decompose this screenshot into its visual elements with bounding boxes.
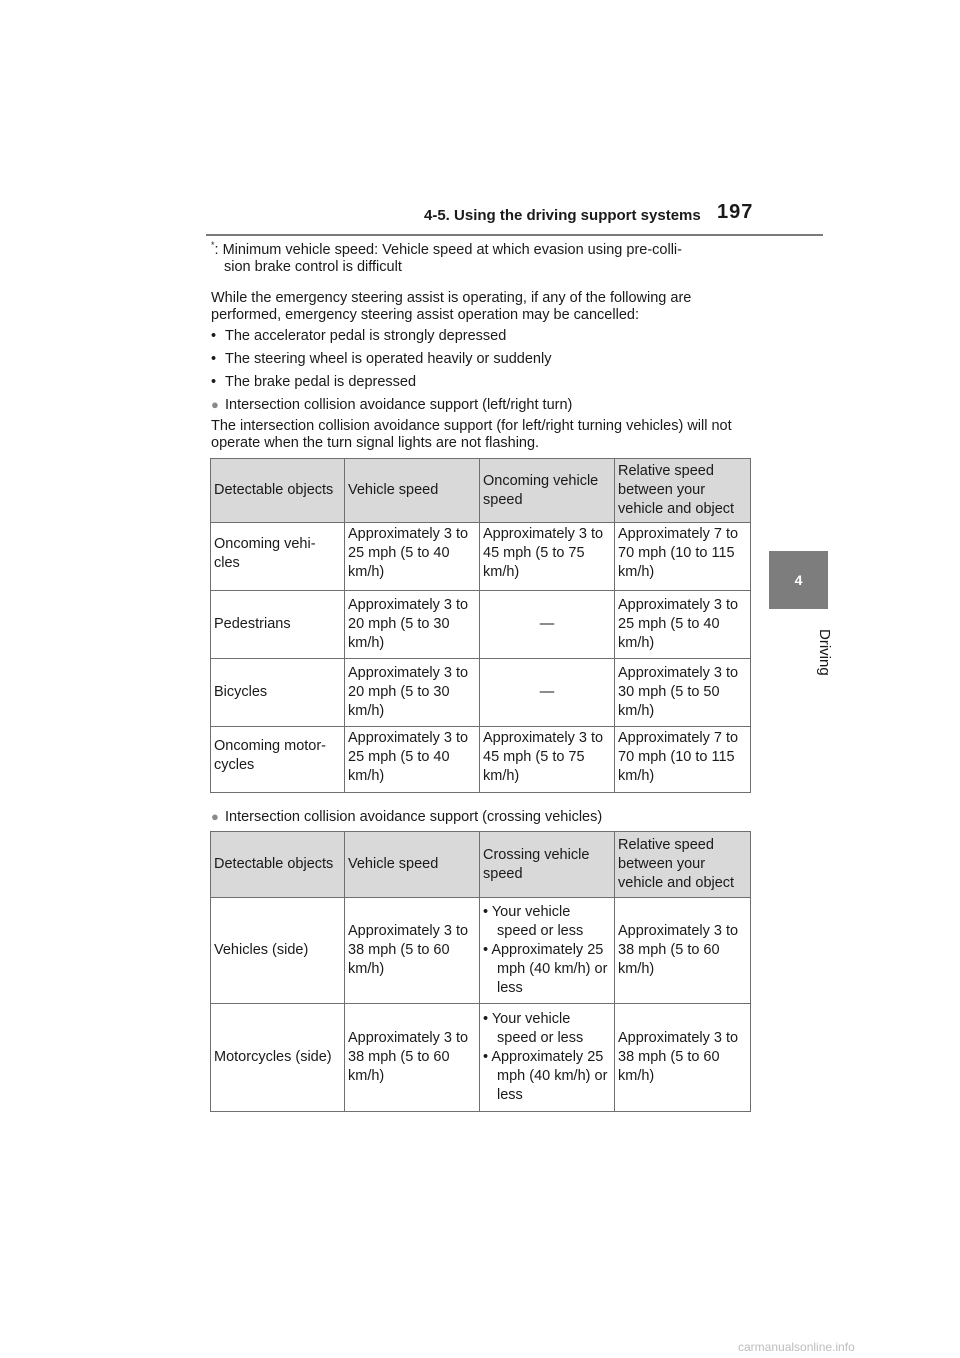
table-cell xyxy=(480,898,615,1004)
table-row xyxy=(211,523,751,591)
list-item: • Your vehicle speed or less xyxy=(483,904,584,939)
table-cell: Approximately 3 to 38 mph (5 to 60 km/h) xyxy=(345,1004,480,1112)
table-cell: Approximately 3 to 45 mph (5 to 75 km/h) xyxy=(480,523,615,591)
table-cell: Pedestrians xyxy=(211,591,345,659)
header-cell: Relative speed between your vehicle and object xyxy=(615,459,751,523)
page-number: 197 xyxy=(717,201,754,223)
crossing-speed-list xyxy=(483,1010,611,1105)
crossing-speed-list xyxy=(483,903,611,998)
table-cell: Approximately 3 to 25 mph (5 to 40 km/h) xyxy=(345,523,480,591)
bullet-item xyxy=(211,328,756,345)
section-title: 4-5. Using the driving support systems xyxy=(424,207,701,224)
left-right-turn-table xyxy=(210,458,751,793)
table-cell: Approximately 3 to 25 mph (5 to 40 km/h) xyxy=(345,727,480,793)
table-cell: Approximately 3 to 38 mph (5 to 60 km/h) xyxy=(345,898,480,1004)
circle-bullet-icon: ● xyxy=(211,397,219,412)
heading-text: Intersection collision avoidance support (crossing vehicles) xyxy=(225,809,603,825)
chapter-label: Driving xyxy=(816,628,833,676)
table-cell: Approximately 3 to 38 mph (5 to 60 km/h) xyxy=(615,1004,751,1112)
table-cell: Approximately 7 to 70 mph (10 to 115 km/h) xyxy=(615,523,751,591)
bullet-text: The brake pedal is depressed xyxy=(225,374,417,390)
table-row xyxy=(211,659,751,727)
header-cell: Detectable objects xyxy=(211,832,345,898)
bullet-dot: • xyxy=(211,328,217,344)
table-cell: — xyxy=(480,659,615,727)
list-item: • Approximately 25 mph (40 km/h) or less xyxy=(483,1049,608,1103)
table-header-row xyxy=(211,832,751,898)
table-row xyxy=(211,591,751,659)
bullet-text: The steering wheel is operated heavily or suddenly xyxy=(225,351,552,367)
watermark: carmanualsonline.info xyxy=(738,1340,855,1354)
list-item-text: Your vehicle speed or less xyxy=(491,904,584,939)
table-header-row xyxy=(211,459,751,523)
header-cell: Oncoming vehicle speed xyxy=(480,459,615,523)
section-heading-left-right-turn xyxy=(211,396,756,414)
table-cell: Approximately 3 to 45 mph (5 to 75 km/h) xyxy=(480,727,615,793)
table-cell: — xyxy=(480,591,615,659)
bullet-item xyxy=(211,374,756,391)
footnote-line-2: sion brake control is difficult xyxy=(224,259,402,275)
table-cell: Oncoming motor- cycles xyxy=(211,727,345,793)
table-cell: Approximately 7 to 70 mph (10 to 115 km/h) xyxy=(615,727,751,793)
table-row xyxy=(211,727,751,793)
bullet-dot: • xyxy=(211,351,217,367)
chapter-tab: 4 xyxy=(769,551,828,609)
table-cell: Vehicles (side) xyxy=(211,898,345,1004)
table-cell: Approximately 3 to 38 mph (5 to 60 km/h) xyxy=(615,898,751,1004)
table-cell: Approximately 3 to 20 mph (5 to 30 km/h) xyxy=(345,591,480,659)
list-item: • Approximately 25 mph (40 km/h) or less xyxy=(483,942,608,996)
list-item: • Your vehicle speed or less xyxy=(483,1011,584,1046)
footnote xyxy=(211,242,756,276)
table-cell: Bicycles xyxy=(211,659,345,727)
heading-text: Intersection collision avoidance support (left/right turn) xyxy=(225,397,573,413)
section-heading-crossing-vehicles xyxy=(211,808,756,826)
table-cell xyxy=(480,1004,615,1112)
list-item-text: Approximately 25 mph (40 km/h) or less xyxy=(491,942,608,996)
table-row xyxy=(211,898,751,1004)
header-cell: Detectable objects xyxy=(211,459,345,523)
list-item-text: Approximately 25 mph (40 km/h) or less xyxy=(491,1049,608,1103)
header-cell: Vehicle speed xyxy=(345,832,480,898)
header-cell: Vehicle speed xyxy=(345,459,480,523)
table-cell: Approximately 3 to 25 mph (5 to 40 km/h) xyxy=(615,591,751,659)
bullet-item xyxy=(211,351,756,368)
circle-bullet-icon: ● xyxy=(211,809,219,824)
paragraph-cancel-conditions: While the emergency steering assist is operating, if any of the following are performed, emergency steering assist operation may be cancelled: xyxy=(211,290,692,323)
footnote-marker: * xyxy=(211,240,215,251)
header-divider xyxy=(206,234,823,236)
table-cell: Motorcycles (side) xyxy=(211,1004,345,1112)
crossing-vehicles-table xyxy=(210,831,751,1112)
table-cell: Approximately 3 to 20 mph (5 to 30 km/h) xyxy=(345,659,480,727)
bullet-text: The accelerator pedal is strongly depressed xyxy=(225,328,507,344)
bullet-dot: • xyxy=(211,374,217,390)
header-cell: Relative speed between your vehicle and object xyxy=(615,832,751,898)
table-row xyxy=(211,1004,751,1112)
header-cell: Crossing vehicle speed xyxy=(480,832,615,898)
table-cell: Oncoming vehi- cles xyxy=(211,523,345,591)
table-cell: Approximately 3 to 30 mph (5 to 50 km/h) xyxy=(615,659,751,727)
footnote-line-1: : Minimum vehicle speed: Vehicle speed at which evasion using pre-colli- xyxy=(214,242,682,258)
list-item-text: Your vehicle speed or less xyxy=(491,1011,584,1046)
section-description: The intersection collision avoidance support (for left/right turning vehicles) will not operate when the turn signal lights are not flashing. xyxy=(211,418,732,451)
